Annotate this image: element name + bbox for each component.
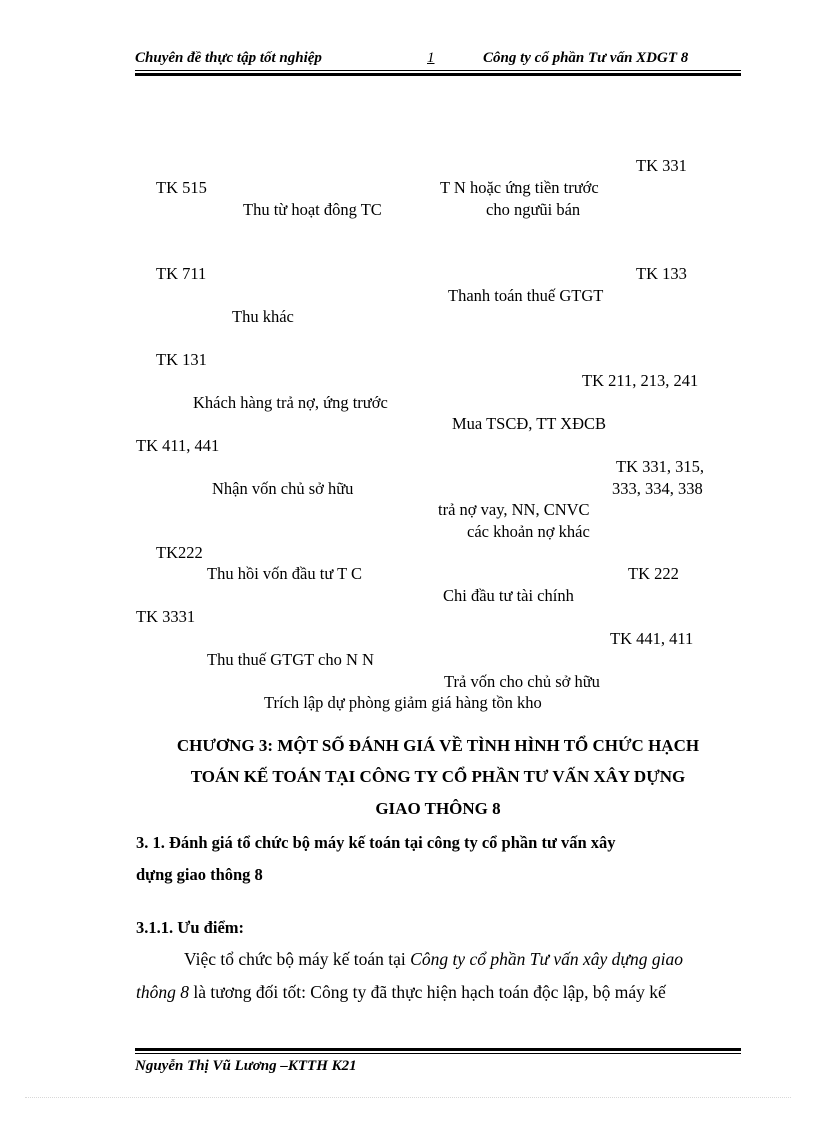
label-tk331: TK 331 <box>636 156 687 175</box>
label-chi-dau-tu: Chi đầu tư tài chính <box>443 586 574 605</box>
chapter-heading-line1: CHƯƠNG 3: MỘT SỐ ĐÁNH GIÁ VỀ TÌNH HÌNH TỔ CHỨC HẠCH <box>176 736 700 755</box>
header-rule-thin <box>135 70 741 71</box>
paragraph-line1-italic: Công ty cổ phần Tư vấn xây dựng giao <box>410 949 683 969</box>
label-trich-lap: Trích lập dự phòng giảm giá hàng tồn kho <box>264 693 542 712</box>
label-thanh-toan-gtgt: Thanh toán thuế GTGT <box>448 286 604 305</box>
label-tk131: TK 131 <box>156 350 207 369</box>
label-thu-khac: Thu khác <box>232 307 294 326</box>
subsection-heading: 3.1.1. Ưu điểm: <box>136 918 245 937</box>
footer-rule-thick <box>135 1048 741 1051</box>
header-rule-thick <box>135 73 741 76</box>
label-khach-hang: Khách hàng trả nợ, ứng trước <box>193 393 388 412</box>
paragraph-line1-text: Việc tổ chức bộ máy kế toán tại <box>184 949 411 969</box>
label-tk711: TK 711 <box>156 264 207 283</box>
label-tk133: TK 133 <box>636 264 687 283</box>
section-heading-line2: dựng giao thông 8 <box>136 865 263 884</box>
paragraph-line2 <box>136 982 666 1003</box>
chapter-heading-line3: GIAO THÔNG 8 <box>375 799 501 818</box>
header-left: Chuyên đề thực tập tốt nghiệp <box>135 50 322 66</box>
label-nhan-von: Nhận vốn chủ sở hữu <box>212 479 354 498</box>
header-right: Công ty cổ phần Tư vấn XDGT 8 <box>483 50 689 66</box>
label-tk222-right: TK 222 <box>628 564 679 583</box>
label-cho-nguoi-ban: cho ngưũi bán <box>486 200 581 219</box>
label-tk222-left: TK222 <box>156 543 203 562</box>
label-thu-thue: Thu thuế GTGT cho N N <box>207 650 374 669</box>
label-tk333: 333, 334, 338 <box>612 479 703 498</box>
label-tk515: TK 515 <box>156 178 207 197</box>
paragraph-line2-text: là tương đối tốt: Công ty đã thực hiện hạch toán độc lập, bộ máy kế <box>189 982 666 1002</box>
label-thu-hd-tc: Thu từ hoạt đông TC <box>243 200 382 219</box>
label-cac-khoan-no: các khoản nợ khác <box>467 522 590 541</box>
footer-rule-thin <box>135 1053 741 1054</box>
label-tk211: TK 211, 213, 241 <box>582 371 699 390</box>
label-tk411-441: TK 411, 441 <box>136 436 220 455</box>
chapter-heading-line2: TOÁN KẾ TOÁN TẠI CÔNG TY CỔ PHẦN TƯ VẤN XÂY DỰNG <box>190 767 686 786</box>
section-heading-line1: 3. 1. Đánh giá tổ chức bộ máy kế toán tại công ty cổ phần tư vấn xây <box>136 833 616 852</box>
label-tra-no-vay: trả nợ vay, NN, CNVC <box>438 500 590 519</box>
label-mua-tscd: Mua TSCĐ, TT XĐCB <box>452 414 607 433</box>
page-bottom-dotted-line <box>25 1097 791 1098</box>
label-tk3331: TK 3331 <box>136 607 196 626</box>
paragraph-line2-italic: thông 8 <box>136 982 189 1002</box>
label-tn-ung-tien: T N hoặc ứng tiền trước <box>440 178 599 197</box>
label-thu-hoi-von: Thu hồi vốn đầu tư T C <box>207 564 363 583</box>
footer-author: Nguyễn Thị Vũ Lương –KTTH K21 <box>135 1058 357 1074</box>
paragraph-line1 <box>184 949 683 970</box>
label-tk441-411: TK 441, 411 <box>610 629 694 648</box>
label-tk331-315: TK 331, 315, <box>616 457 704 476</box>
label-tra-von: Trả vốn cho chủ sở hữu <box>444 672 600 691</box>
page-number: 1 <box>427 50 435 66</box>
